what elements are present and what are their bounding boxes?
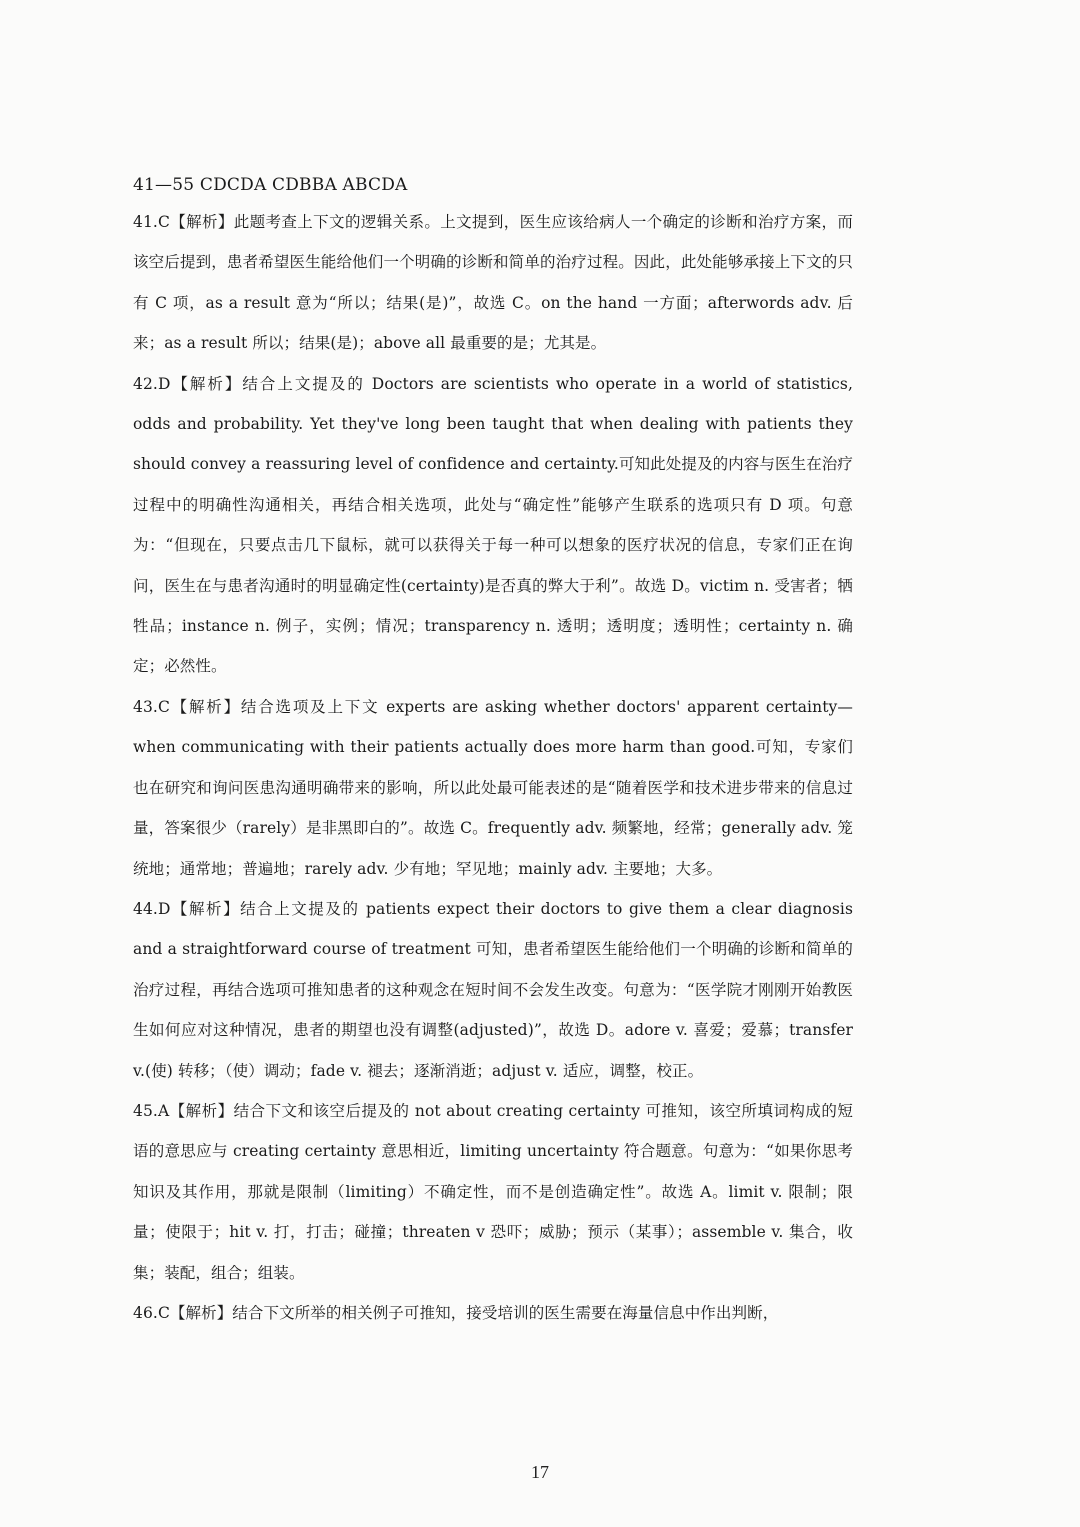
explanation-43: 43.C【解析】结合选项及上下文 experts are asking whether doctors' apparent certainty—when communicating with their patients actually does more harm than good.可知，专家们也在研究和询问医患沟通明确带来的影响，所以此处最可能表述的是“随着医学和技术进步带来的信息过量，答案很少（rarely）是非黑即白的”。故选 C。frequently adv. 频繁地，经常；generally adv. 笼统地；通常地；普遍地；rarely adv. 少有地；罕见地；mainly adv. 主要地；大多。 <box>133 697 853 878</box>
page-number: 17 <box>531 1462 549 1482</box>
explanation-42: 42.D【解析】结合上文提及的 Doctors are scientists who operate in a world of statistics, odds and probability. Yet they've long been taught that when dealing with patients they should convey a reassuring level of confidence and certainty.可知此处提及的内容与医生在治疗过程中的明确性沟通相关，再结合相关选项，此处与“确定性”能够产生联系的选项只有 D 项。句意为：“但现在，只要点击几下鼠标，就可以获得关于每一种可以想象的医疗状况的信息，专家们正在询问，医生在与患者沟通时的明显确定性(certainty)是否真的弊大于利”。故选 D。victim n. 受害者；牺牲品；instance n. 例子，实例；情况；transparency n. 透明；透明度；透明性；certainty n. 确定；必然性。 <box>133 374 853 676</box>
explanation-46: 46.C【解析】结合下文所举的相关例子可推知，接受培训的医生需要在海量信息中作出判断， <box>133 1303 779 1322</box>
answer-key-line: 41—55 CDCDA CDBBA ABCDA <box>133 175 408 195</box>
page-content <box>133 170 853 1333</box>
explanation-45: 45.A【解析】结合下文和该空后提及的 not about creating certainty 可推知，该空所填词构成的短语的意思应与 creating certainty 意思相近，limiting uncertainty 符合题意。句意为：“如果你思考知识及其作用，那就是限制（limiting）不确定性，而不是创造确定性”。故选 A。limit v. 限制；限量；使限于；hit v. 打，打击；碰撞；threaten v 恐吓；威胁；预示（某事）；assemble v. 集合，收集；装配，组合；组装。 <box>133 1101 853 1282</box>
explanation-41: 41.C【解析】此题考查上下文的逻辑关系。上文提到，医生应该给病人一个确定的诊断和治疗方案，而该空后提到，患者希望医生能给他们一个明确的诊断和简单的治疗过程。因此，此处能够承接上下文的只有 C 项，as a result 意为“所以；结果(是)”，故选 C。on the hand 一方面；afterwords adv. 后来；as a result 所以；结果(是)；above all 最重要的是；尤其是。 <box>133 213 853 353</box>
explanation-44: 44.D【解析】结合上文提及的 patients expect their doctors to give them a clear diagnosis and a straightforward course of treatment 可知，患者希望医生能给他们一个明确的诊断和简单的治疗过程，再结合选项可推知患者的这种观念在短时间不会发生改变。句意为：“医学院才刚刚开始教医生如何应对这种情况，患者的期望也没有调整(adjusted)”，故选 D。adore v. 喜爱；爱慕；transfer v.(使) 转移；（使）调动；fade v. 褪去；逐渐消逝；adjust v. 适应，调整，校正。 <box>133 899 853 1080</box>
